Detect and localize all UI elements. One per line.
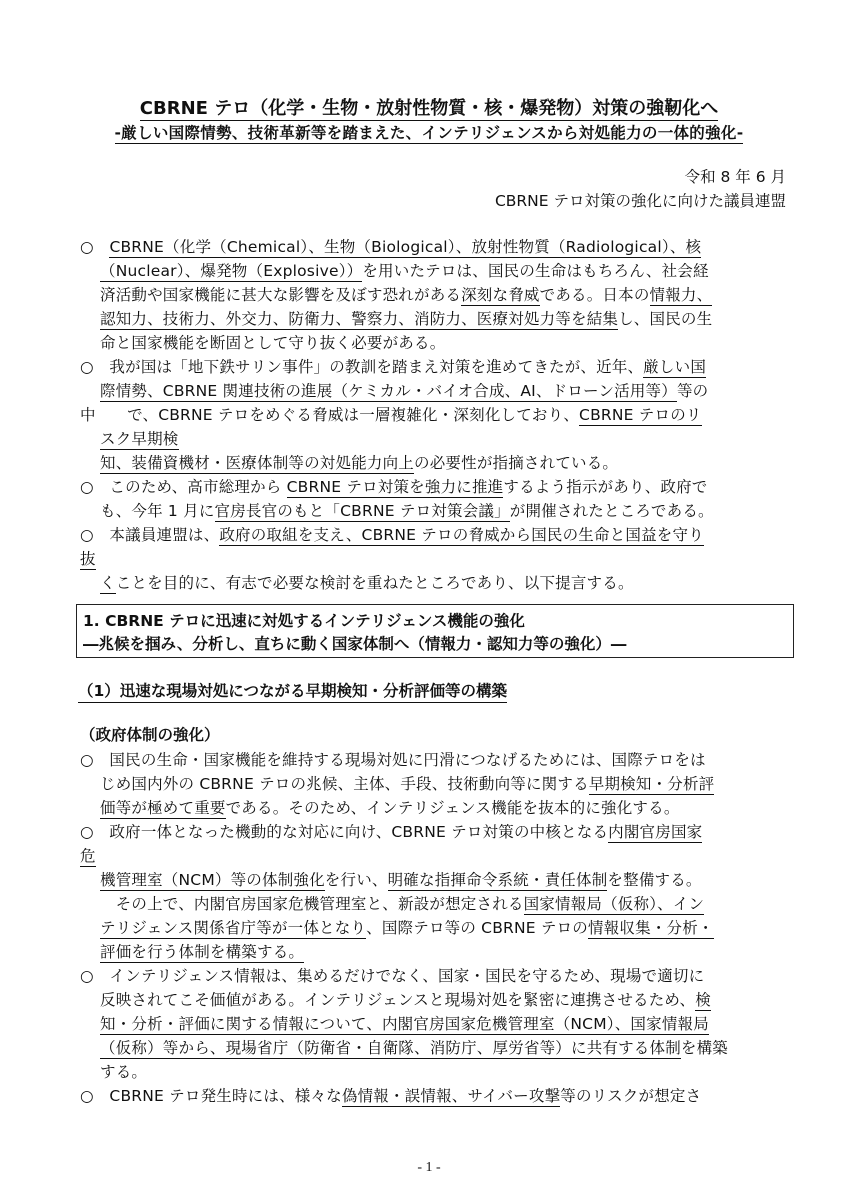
subsection-1-heading: （1）迅速な現場対処につながる早期検知・分析評価等の構築 [78,679,507,701]
document-page: CBRNE テロ（化学・生物・放射性物質・核・爆発物）対策の強靭化へ -厳しい国際情勢、技術革新等を踏まえた、インテリジェンスから対処能力の一体的強化- 令和 8 年 6 月 CBRNE テロ対策の強化に向けた議員連盟 ○ CBRNE（化学（Chemical）、生物（Biological）、放射性物質（Radiological）、核 （Nuclear）、爆発物（Explosive））を用いたテロは、国民の生命はもちろん、社会経 済活動や国家機能に甚大な影響を及ぼす恐れがある深刻な脅威である。日本の情報力、 認知力、技術力、外交力、防衛力、警察力、消防力、医療対処力等を結集し、国民の生 命と国家機能を断固として守り抜く必要がある。 ○ 我が国は「地下鉄サリン事件」の教訓を踏まえ対策を進めてきたが、近年、厳しい国 際情勢、CBRNE 関連技術の進展（ケミカル・バイオ合成、AI、ドローン活用等）等の 中 で、CBRNE テロをめぐる脅威は一層複雑化・深刻化しており、CBRNE テロのリ スク早期検 知、装備資機材・医療体制等の対処能力向上の必要性が指摘されている。 ○ このため、高市総理から CBRNE テロ対策を強力に推進するよう指示があり、政府で も、今年 1 月に官房長官のもと「CBRNE テロ対策会議」が開催されたところである。 ○ 本議員連盟は、政府の取組を支え、CBRNE テロの脅威から国民の生命と国益を守り 抜 くことを目的に、有志で必要な検討を重ねたところであり、以下提言する。 1. CBRNE テロに迅速に対処するインテリジェンス機能の強化 ―兆候を掴み、分析し、直ちに動く国家体制へ（情報力・認知力等の強化）― （1）迅速な現場対処につながる早期検知・分析評価等の構築 （政府体制の強化） ○ 国民の生命・国家機能を維持する現場対処に円滑につなげるためには、国際テロをは じめ国内外の CBRNE テロの兆候、主体、手段、技術動向等に関する早期検知・分析評 価等が極めて重要である。そのため、インテリジェンス機能を抜本的に強化する。 ○ 政府一体となった機動的な対応に向け、CBRNE テロ対策の中核となる内閣官房国家 危 機管理室（NCM）等の体制強化を行い、明確な指揮命令系統・責任体制を整備する。 その上で、内閣官房国家危機管理室と、新設が想定される国家情報局（仮称）、イン テリジェンス関係省庁等が一体となり、国際テロ等の CBRNE テロの情報収集・分析・ 評価を行う体制を構築する。 ○ インテリジェンス情報は、集めるだけでなく、国家・国民を守るため、現場で適切に 反映されてこそ価値がある。インテリジェンスと現場対処を緊密に連携させるため、検 知・分析・評価に関する情報について、内閣官房国家危機管理室（NCM）、国家情報局 （仮称）等から、現場省庁（防衛省・自衛隊、消防庁、厚労省等）に共有する体制を構築 する。 ○ CBRNE テロ発生時には、様々な偽情報・誤情報、サイバー攻撃等のリスクが想定さ - 1 - [0,0,858,1200]
section-1-box [76,604,794,658]
document-author: CBRNE テロ対策の強化に向けた議員連盟 [494,192,786,210]
document-subtitle: -厳しい国際情勢、技術革新等を踏まえた、インテリジェンスから対処能力の一体的強化- [114,124,744,142]
category-heading: （政府体制の強化） [80,726,220,744]
document-date: 令和 8 年 6 月 [684,168,786,186]
section-1-subheading: ―兆候を掴み、分析し、直ちに動く国家体制へ（情報力・認知力等の強化）― [83,635,627,653]
page-number: - 1 - [417,1160,441,1175]
document-title: CBRNE テロ（化学・生物・放射性物質・核・爆発物）対策の強靭化へ [139,98,719,119]
section-1-heading: 1. CBRNE テロに迅速に対処するインテリジェンス機能の強化 [83,612,525,630]
